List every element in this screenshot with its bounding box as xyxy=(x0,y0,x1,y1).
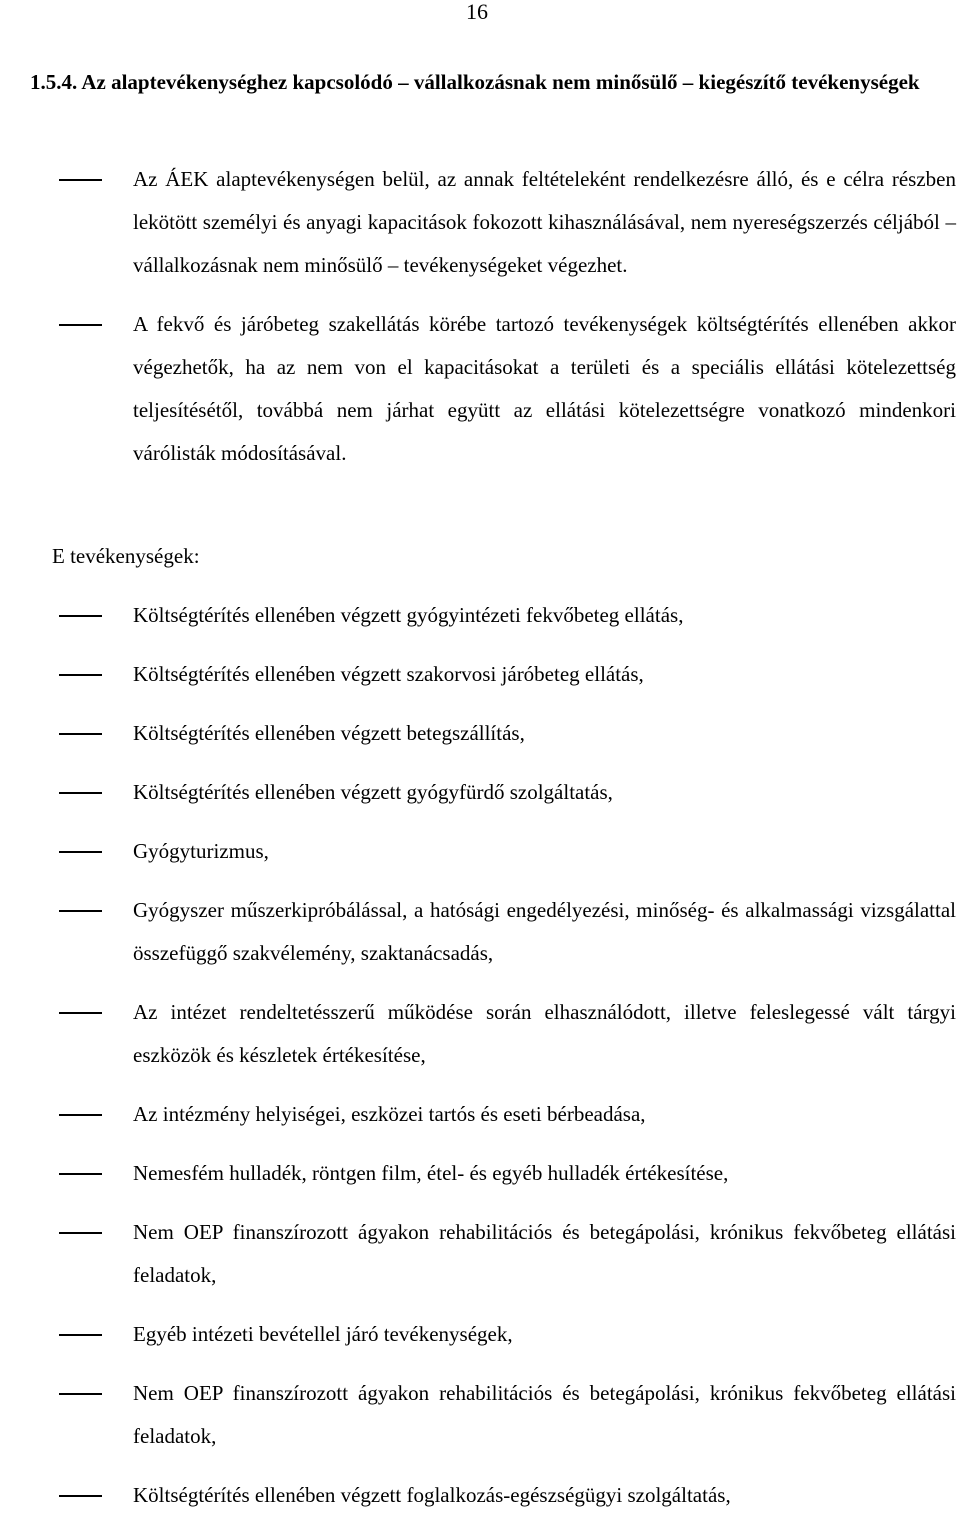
dash-bullet xyxy=(59,1114,102,1116)
page-number: 16 xyxy=(466,0,488,24)
dash-bullet xyxy=(59,674,102,676)
dash-bullet xyxy=(59,851,102,853)
list-item-text: Nem OEP finanszírozott ágyakon rehabilitációs és betegápolási, krónikus fekvőbeteg ellátási feladatok, xyxy=(133,1220,956,1287)
list-item-text: Az intézet rendeltetésszerű működése során elhasználódott, illetve feleslegessé vált tárgyi eszközök és készletek értékesítése, xyxy=(133,1000,956,1067)
intro-item-text: Az ÁEK alaptevékenységen belül, az annak feltételeként rendelkezésre álló, és e célra részben lekötött személyi és anyagi kapacitások fokozott kihasználásával, nem nyereségszerzés céljából – vállalkozásnak nem minősülő – tevékenységeket végezhet. xyxy=(133,167,956,277)
intro-item-2 xyxy=(0,303,956,475)
dash-bullet xyxy=(59,1393,102,1395)
list-item xyxy=(0,1211,956,1297)
dash-bullet xyxy=(59,324,102,326)
section-heading: 1.5.4. Az alaptevékenységhez kapcsolódó – vállalkozásnak nem minősülő – kiegészítő tevékenységek xyxy=(30,70,920,94)
dash-bullet xyxy=(59,615,102,617)
dash-bullet xyxy=(59,792,102,794)
intro-item-text: A fekvő és járóbeteg szakellátás körébe tartozó tevékenységek költségtérítés ellenében akkor végezhetők, ha az nem von el kapacitásokat a területi és a speciális ellátási kötelezettség teljesítésétől, továbbá nem járhat együtt az ellátási kötelezettségre vonatkozó mindenkori várólisták módosításával. xyxy=(133,312,956,465)
list-item-text: Költségtérítés ellenében végzett gyógyfürdő szolgáltatás, xyxy=(133,780,613,804)
list-item-text: Költségtérítés ellenében végzett szakorvosi járóbeteg ellátás, xyxy=(133,662,644,686)
activity-section xyxy=(0,535,960,1533)
dash-bullet xyxy=(59,1173,102,1175)
list-item xyxy=(0,771,956,814)
dash-bullet xyxy=(59,179,102,181)
list-item xyxy=(0,1372,956,1458)
intro-item-1 xyxy=(0,158,956,287)
list-item xyxy=(0,1152,956,1195)
list-item-text: Költségtérítés ellenében végzett foglalkozás-egészségügyi szolgáltatás, xyxy=(133,1483,731,1507)
list-item xyxy=(0,830,956,873)
list-item xyxy=(0,991,956,1077)
list-item xyxy=(0,712,956,755)
dash-bullet xyxy=(59,1012,102,1014)
list-item-text: Gyógyszer műszerkipróbálással, a hatósági engedélyezési, minőség- és alkalmassági vizsgálattal összefüggő szakvélemény, szaktanácsadás, xyxy=(133,898,956,965)
intro-section xyxy=(0,158,960,491)
list-item xyxy=(0,1313,956,1356)
list-label: E tevékenységek: xyxy=(52,544,200,568)
dash-bullet xyxy=(59,1495,102,1497)
list-item xyxy=(0,1093,956,1136)
list-item-text: Költségtérítés ellenében végzett betegszállítás, xyxy=(133,721,525,745)
list-item-text: Nem OEP finanszírozott ágyakon rehabilitációs és betegápolási, krónikus fekvőbeteg ellátási feladatok, xyxy=(133,1381,956,1448)
list-item-text: Költségtérítés ellenében végzett gyógyintézeti fekvőbeteg ellátás, xyxy=(133,603,684,627)
list-item-text: Egyéb intézeti bevétellel járó tevékenységek, xyxy=(133,1322,513,1346)
list-item xyxy=(0,889,956,975)
list-item xyxy=(0,594,956,637)
dash-bullet xyxy=(59,1334,102,1336)
list-item xyxy=(0,653,956,696)
dash-bullet xyxy=(59,1232,102,1234)
list-item-text: Nemesfém hulladék, röntgen film, étel- és egyéb hulladék értékesítése, xyxy=(133,1161,729,1185)
list-item xyxy=(0,1474,956,1517)
list-item-text: Gyógyturizmus, xyxy=(133,839,269,863)
list-item-text: Az intézmény helyiségei, eszközei tartós és eseti bérbeadása, xyxy=(133,1102,646,1126)
dash-bullet xyxy=(59,910,102,912)
dash-bullet xyxy=(59,733,102,735)
